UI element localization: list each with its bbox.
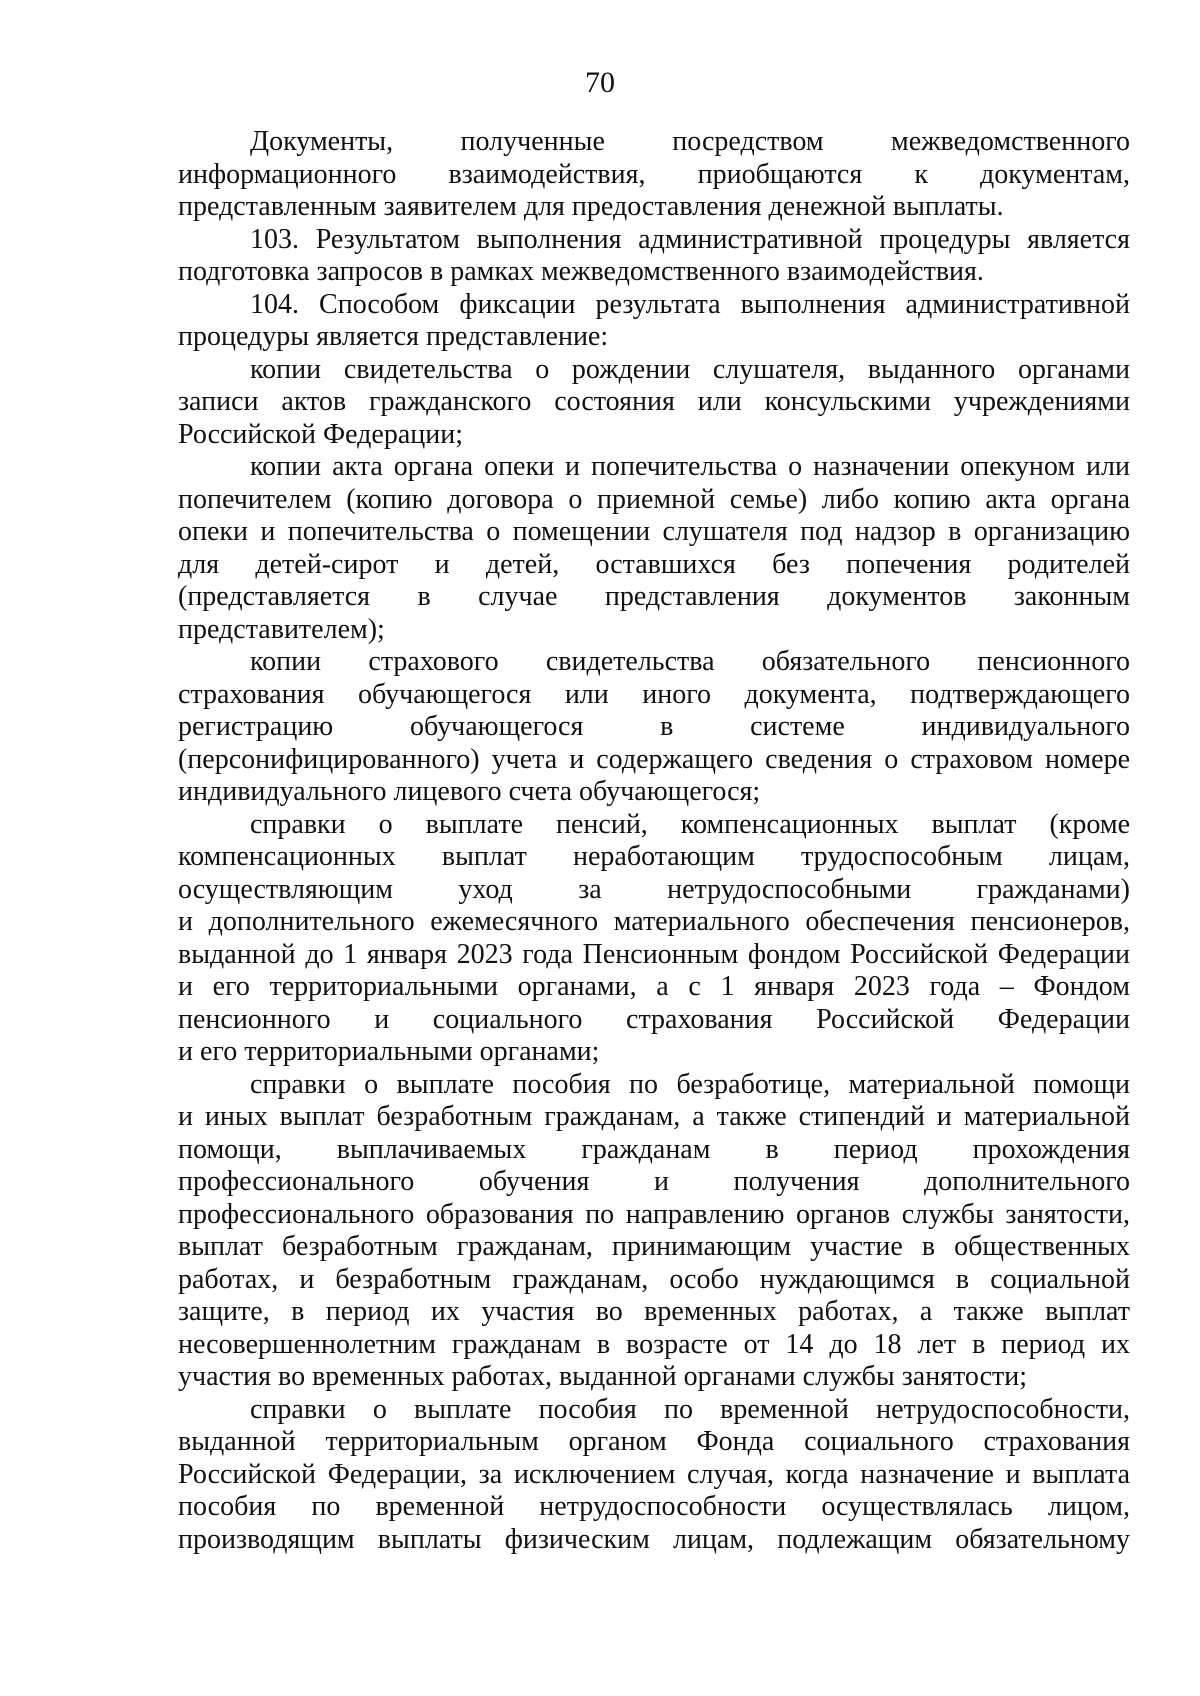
text-line: выданной до 1 января 2023 года Пенсионным фондом Российской Федерации bbox=[178, 938, 1130, 970]
text-line: опеки и попечительства о помещении слушателя под надзор в организацию bbox=[178, 516, 1130, 547]
text-line: представленным заявителем для предоставления денежной выплаты. bbox=[178, 191, 1004, 222]
text-line: и иных выплат безработным гражданам, а также стипендий и материальной bbox=[178, 1101, 1130, 1132]
text-line: страхования обучающегося или иного документа, подтверждающего bbox=[178, 678, 1130, 710]
text-line: защите, в период их участия во временных работах, а также выплат bbox=[178, 1296, 1130, 1327]
text-line: справки о выплате пенсий, компенсационных выплат (кроме bbox=[250, 808, 1130, 840]
paragraph bbox=[178, 289, 1130, 354]
text-line: записи актов гражданского состояния или консульскими учреждениями bbox=[178, 386, 1130, 417]
text-line: справки о выплате пособия по безработице, материальной помощи bbox=[250, 1068, 1130, 1100]
text-line: Российской Федерации; bbox=[178, 418, 464, 450]
text-line: индивидуального лицевого счета обучающегося; bbox=[178, 776, 761, 807]
text-line: 104. Способом фиксации результата выполнения административной bbox=[250, 288, 1130, 320]
text-line: участия во временных работах, выданной органами службы занятости; bbox=[178, 1361, 1028, 1392]
paragraph bbox=[178, 809, 1130, 1069]
text-line: пенсионного и социального страхования Российской Федерации bbox=[178, 1003, 1130, 1035]
text-line: процедуры является представление: bbox=[178, 321, 609, 352]
paragraph bbox=[178, 646, 1130, 809]
text-line: профессионального образования по направлению органов службы занятости, bbox=[178, 1198, 1130, 1230]
paragraph bbox=[178, 451, 1130, 646]
text-line: выплат безработным гражданам, принимающим участие в общественных bbox=[178, 1231, 1130, 1262]
text-line: и его территориальными органами; bbox=[178, 1036, 600, 1067]
document-body bbox=[178, 126, 1130, 1556]
paragraph bbox=[178, 1394, 1130, 1557]
text-line: копии акта органа опеки и попечительства о назначении опекуном или bbox=[250, 451, 1130, 482]
text-line: информационного взаимодействия, приобщаются к документам, bbox=[178, 158, 1130, 190]
text-line: осуществляющим уход за нетрудоспособными гражданами) bbox=[178, 873, 1130, 905]
text-line: помощи, выплачиваемых гражданам в период прохождения bbox=[178, 1133, 1130, 1165]
text-line: копии страхового свидетельства обязательного пенсионного bbox=[250, 646, 1130, 677]
text-line: профессионального обучения и получения дополнительного bbox=[178, 1166, 1130, 1197]
text-line: для детей-сирот и детей, оставшихся без попечения родителей bbox=[178, 548, 1130, 580]
text-line: производящим выплаты физическим лицам, подлежащим обязательному bbox=[178, 1523, 1130, 1555]
paragraph bbox=[178, 1069, 1130, 1394]
text-line: подготовка запросов в рамках межведомственного взаимодействия. bbox=[178, 256, 984, 287]
text-line: компенсационных выплат неработающим трудоспособным лицам, bbox=[178, 841, 1130, 872]
text-line: попечителем (копию договора о приемной семье) либо копию акта органа bbox=[178, 483, 1130, 515]
text-line: Документы, полученные посредством межведомственного bbox=[250, 126, 1130, 157]
text-line: и дополнительного ежемесячного материального обеспечения пенсионеров, bbox=[178, 906, 1130, 937]
text-line: выданной территориальным органом Фонда социального страхования bbox=[178, 1426, 1130, 1457]
text-line: справки о выплате пособия по временной нетрудоспособности, bbox=[250, 1393, 1130, 1425]
page-number: 70 bbox=[585, 66, 615, 99]
text-line: (персонифицированного) учета и содержащего сведения о страховом номере bbox=[178, 743, 1130, 775]
text-line: 103. Результатом выполнения административной процедуры является bbox=[250, 223, 1130, 255]
text-line: пособия по временной нетрудоспособности осуществлялась лицом, bbox=[178, 1491, 1130, 1522]
text-line: и его территориальными органами, а с 1 января 2023 года – Фондом bbox=[178, 971, 1130, 1002]
text-line: регистрацию обучающегося в системе индивидуального bbox=[178, 711, 1130, 742]
paragraph bbox=[178, 354, 1130, 452]
text-line: представителем); bbox=[178, 613, 385, 645]
paragraph bbox=[178, 126, 1130, 224]
text-line: несовершеннолетним гражданам в возрасте от 14 до 18 лет в период их bbox=[178, 1328, 1130, 1360]
text-line: (представляется в случае представления документов законным bbox=[178, 581, 1130, 612]
text-line: работах, и безработным гражданам, особо нуждающимся в социальной bbox=[178, 1263, 1130, 1295]
text-line: копии свидетельства о рождении слушателя, выданного органами bbox=[250, 353, 1130, 385]
text-line: Российской Федерации, за исключением случая, когда назначение и выплата bbox=[178, 1458, 1130, 1490]
paragraph bbox=[178, 224, 1130, 289]
